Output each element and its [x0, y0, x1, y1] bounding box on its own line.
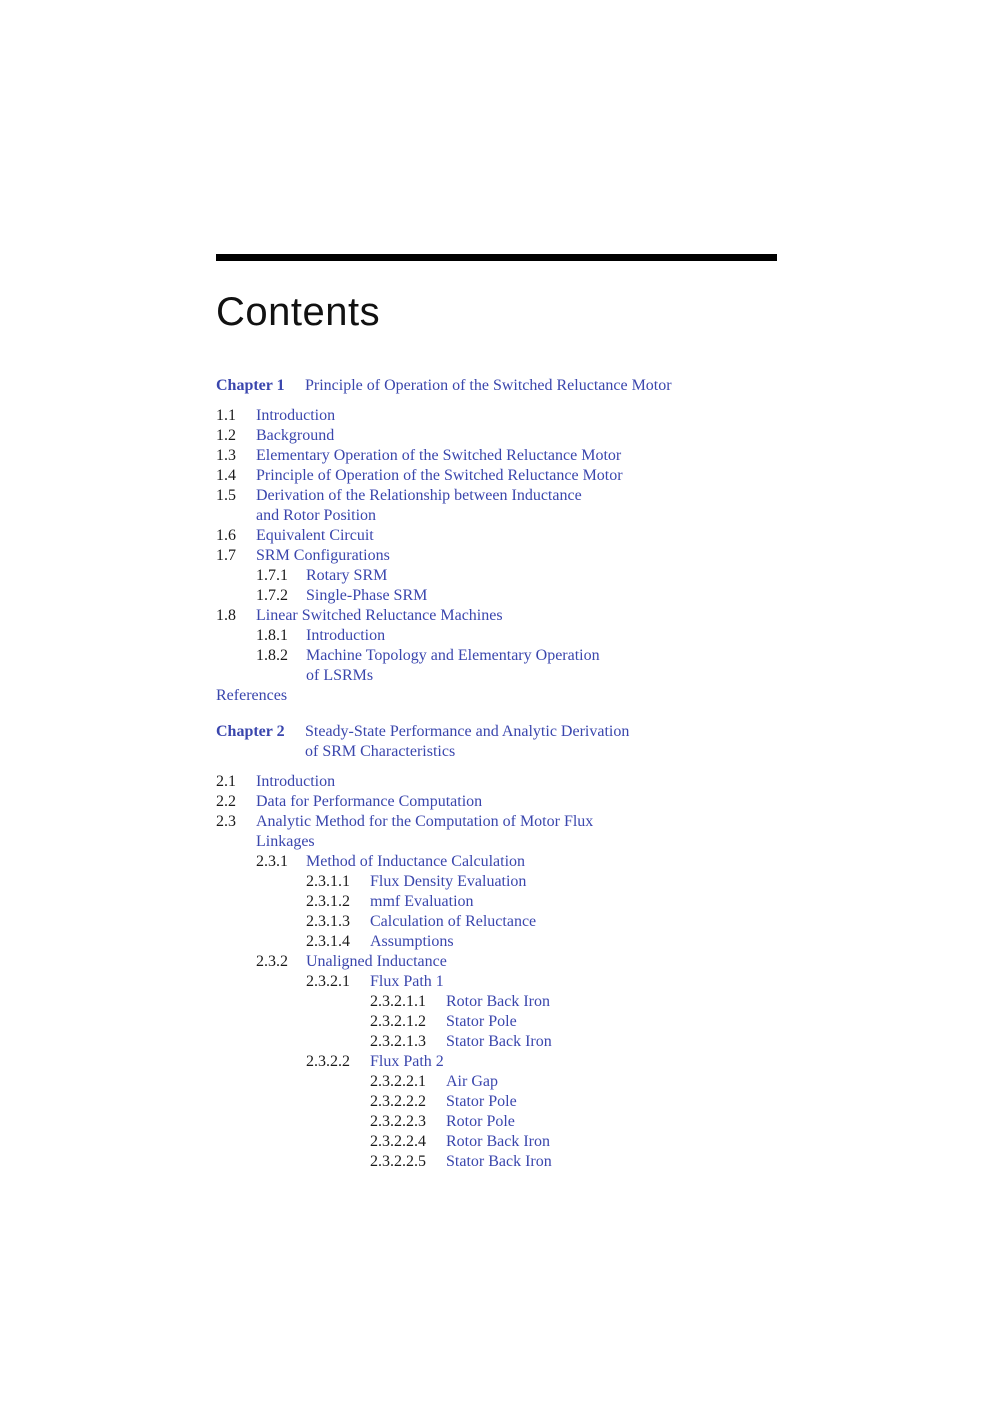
- toc-entry-link[interactable]: Machine Topology and Elementary Operation: [306, 647, 600, 664]
- toc-entry-link[interactable]: Analytic Method for the Computation of Motor Flux: [256, 813, 594, 830]
- toc-entry-link[interactable]: Background: [256, 427, 335, 444]
- toc-number: 2.2: [216, 793, 236, 810]
- toc-number: 2.3: [216, 813, 236, 830]
- header-rule: [216, 254, 777, 261]
- toc-entry-link[interactable]: Introduction: [306, 627, 386, 644]
- toc-entry-link[interactable]: SRM Configurations: [256, 547, 390, 564]
- toc-number: 1.8.1: [256, 627, 288, 644]
- toc-number: 2.3.2.1.3: [370, 1033, 426, 1050]
- toc-entry-link[interactable]: Rotary SRM: [306, 567, 388, 584]
- chapter-2-label[interactable]: Chapter 2: [216, 723, 285, 740]
- toc-entry-link[interactable]: Principle of Operation of the Switched Reluctance Motor: [256, 467, 623, 484]
- chapter-1-label[interactable]: Chapter 1: [216, 377, 285, 394]
- toc-number: 2.3.2.2.1: [370, 1073, 426, 1090]
- chapter-2-title-continuation[interactable]: of SRM Characteristics: [305, 743, 456, 760]
- toc-number: 2.3.2: [256, 953, 288, 970]
- toc-entry-link[interactable]: Flux Path 1: [370, 973, 444, 990]
- toc-number: 2.3.2.2.3: [370, 1113, 426, 1130]
- toc-entry-link[interactable]: Method of Inductance Calculation: [306, 853, 526, 870]
- toc-entry-link[interactable]: Flux Path 2: [370, 1053, 444, 1070]
- toc-entry-link[interactable]: Rotor Back Iron: [446, 993, 550, 1010]
- toc-entry-link[interactable]: Stator Pole: [446, 1013, 517, 1030]
- toc-number: 1.1: [216, 407, 236, 424]
- toc-entry-link[interactable]: Air Gap: [446, 1073, 498, 1090]
- toc-entry-link[interactable]: Rotor Back Iron: [446, 1133, 550, 1150]
- toc-entry-link[interactable]: Stator Pole: [446, 1093, 517, 1110]
- toc-entry-link[interactable]: Equivalent Circuit: [256, 527, 374, 544]
- toc-number: 1.6: [216, 527, 236, 544]
- toc-entry-link[interactable]: Flux Density Evaluation: [370, 873, 527, 890]
- chapter-1-title-link[interactable]: Principle of Operation of the Switched Reluctance Motor: [305, 377, 672, 394]
- page-title: Contents: [216, 290, 381, 334]
- toc-number: 2.3.2.2: [306, 1053, 350, 1070]
- toc-number: 2.3.2.1.2: [370, 1013, 426, 1030]
- toc-number: 1.4: [216, 467, 236, 484]
- toc-entry-link[interactable]: Single-Phase SRM: [306, 587, 428, 604]
- toc-number: 1.5: [216, 487, 236, 504]
- toc-entry-link[interactable]: Assumptions: [370, 933, 454, 950]
- toc-number: 2.3.2.1.1: [370, 993, 426, 1010]
- toc-number: 1.7: [216, 547, 236, 564]
- toc-number: 2.1: [216, 773, 236, 790]
- toc-number: 1.7.2: [256, 587, 288, 604]
- toc-number: 2.3.1.2: [306, 893, 350, 910]
- toc-number: 2.3.1.4: [306, 933, 350, 950]
- toc-number: 2.3.1: [256, 853, 288, 870]
- toc-number: 1.3: [216, 447, 236, 464]
- toc-number: 1.8: [216, 607, 236, 624]
- toc-entry-link[interactable]: Data for Performance Computation: [256, 793, 483, 810]
- toc-entry-link-continuation[interactable]: of LSRMs: [306, 667, 374, 684]
- toc-number: 2.3.2.2.5: [370, 1153, 426, 1170]
- toc-entry-link[interactable]: mmf Evaluation: [370, 893, 474, 910]
- toc-number: 2.3.1.1: [306, 873, 350, 890]
- toc-entry-link[interactable]: Unaligned Inductance: [306, 953, 447, 970]
- toc-number: 2.3.2.1: [306, 973, 350, 990]
- toc-entry-link[interactable]: Calculation of Reluctance: [370, 913, 537, 930]
- toc-entry-link[interactable]: Introduction: [256, 773, 336, 790]
- toc-number: 1.8.2: [256, 647, 288, 664]
- toc-number: 1.2: [216, 427, 236, 444]
- toc-number: 1.7.1: [256, 567, 288, 584]
- chapter-2-title-link[interactable]: Steady-State Performance and Analytic Derivation: [305, 723, 630, 740]
- toc-entry-link[interactable]: Linear Switched Reluctance Machines: [256, 607, 503, 624]
- toc-number: 2.3.1.3: [306, 913, 350, 930]
- toc-entry-link[interactable]: Stator Back Iron: [446, 1033, 552, 1050]
- toc-entry-link[interactable]: Rotor Pole: [446, 1113, 515, 1130]
- toc-entry-link[interactable]: Stator Back Iron: [446, 1153, 552, 1170]
- toc-number: 2.3.2.2.2: [370, 1093, 426, 1110]
- toc-entry-link[interactable]: Introduction: [256, 407, 336, 424]
- toc-number: 2.3.2.2.4: [370, 1133, 426, 1150]
- toc-entry-link-continuation[interactable]: and Rotor Position: [256, 507, 377, 524]
- references-link[interactable]: References: [216, 687, 288, 704]
- toc-entry-link[interactable]: Derivation of the Relationship between Inductance: [256, 487, 582, 504]
- toc-entry-link-continuation[interactable]: Linkages: [256, 833, 315, 850]
- toc-entry-link[interactable]: Elementary Operation of the Switched Reluctance Motor: [256, 447, 622, 464]
